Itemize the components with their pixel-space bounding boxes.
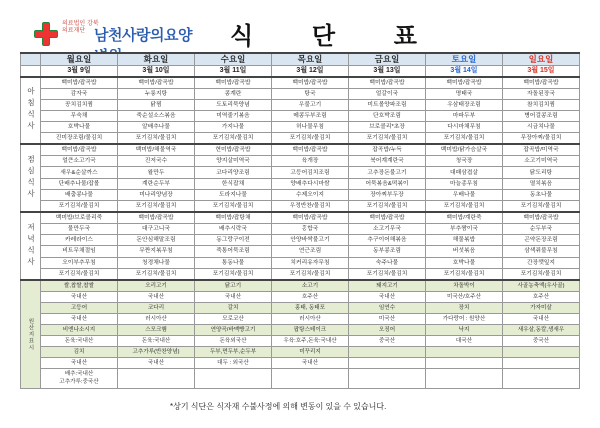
origin-cell: 김치	[41, 346, 118, 357]
menu-item: 청국장	[426, 156, 503, 167]
menu-item: 포기김치/물김치	[118, 133, 195, 145]
menu-item: 자돌된장국	[503, 88, 580, 99]
origin-row	[21, 324, 580, 335]
origin-cell: 배추:국내산 고추가루:중국산	[41, 368, 118, 388]
page-title: 식 단 표	[230, 23, 443, 50]
menu-item: 잡곡밥/미역국	[503, 144, 580, 156]
hospital-logo	[34, 18, 194, 50]
origin-cell: 장치	[426, 302, 503, 313]
day-name: 수요일	[195, 53, 272, 65]
menu-item: 메콩두부조림	[272, 110, 349, 121]
menu-item: 우정반찬/물김치	[272, 201, 349, 213]
menu-item: 포기김치/물김치	[426, 133, 503, 145]
menu-item: 추구이어해볶음	[349, 235, 426, 246]
origin-cell: 국내산	[118, 357, 195, 368]
menu-item: 백미밥/잡곡밥	[349, 212, 426, 224]
page-header	[20, 14, 580, 52]
menu-item: 백미밥/해물역국	[118, 144, 195, 156]
breakfast-row	[21, 110, 580, 121]
corner-cell	[21, 53, 41, 65]
menu-item: 백미밥/잡곡밥	[41, 77, 118, 89]
menu-item: 백미밥/잡곡밥	[349, 77, 426, 89]
menu-item: 청경채나물	[118, 257, 195, 268]
origin-cell: 국내산	[272, 357, 349, 368]
dinner-row	[21, 212, 580, 224]
day-name: 화요일	[118, 53, 195, 65]
menu-item: 어묵볶음&떡볶이	[349, 178, 426, 189]
menu-item: 단호박조림	[349, 110, 426, 121]
menu-item: 포기김치/물김치	[349, 268, 426, 280]
menu-item: 알배추나물	[118, 122, 195, 133]
menu-item: 대구고니국	[118, 224, 195, 235]
menu-item: 배추시락국	[195, 224, 272, 235]
origin-cell: 중국산	[349, 335, 426, 346]
menu-item: 소고기미역국	[503, 156, 580, 167]
menu-item: 현미밥/잡곡밥	[195, 144, 272, 156]
origin-cell	[426, 346, 503, 357]
menu-item: 명태국	[426, 88, 503, 99]
origin-cell: 새우살,동칼,생새우	[503, 324, 580, 335]
origin-cell: 대두 : 외국산	[195, 357, 272, 368]
menu-item: 무짠지볶무침	[118, 246, 195, 257]
origin-cell: 미꾸리지	[272, 346, 349, 357]
menu-item: 동초나물	[503, 189, 580, 200]
menu-item: 포기김치/물김치	[118, 268, 195, 280]
menu-item: 참치김치찜	[503, 99, 580, 110]
day-date: 3월 12일	[272, 65, 349, 77]
menu-item: 포기김치/물김치	[272, 133, 349, 145]
menu-item: 백미밥/잡곡밥	[118, 212, 195, 224]
menu-item: 포기김치/물김치	[118, 201, 195, 213]
origin-cell: 돈육:국내산	[118, 335, 195, 346]
menu-item: 백미밥/잡곡밥	[195, 77, 272, 89]
origin-cell: 국내산	[118, 291, 195, 302]
cross-icon	[34, 22, 58, 46]
dinner-row	[21, 257, 580, 268]
breakfast-row	[21, 88, 580, 99]
origin-row	[21, 313, 580, 324]
day-name: 일요일	[503, 53, 580, 65]
menu-item: 계란순두부	[118, 178, 195, 189]
menu-item: 소고기무국	[349, 224, 426, 235]
menu-item: 동부콩조림	[349, 246, 426, 257]
menu-item: 홍합국	[272, 224, 349, 235]
menu-item: 다시마채무침	[426, 122, 503, 133]
origin-cell: 미국산	[349, 313, 426, 324]
origin-cell: 가다랑어 : 원양산	[426, 313, 503, 324]
menu-item: 도라지나물	[195, 189, 272, 200]
origin-cell: 연양곡/바맥빵고기	[195, 324, 272, 335]
breakfast-label: 아침식사	[21, 77, 41, 145]
menu-item: 백미밥/잡곡밥	[118, 77, 195, 89]
menu-item: 진미장조림/물김치	[41, 133, 118, 145]
menu-item: 무숙채	[41, 110, 118, 121]
menu-item: 포기김치/물김치	[503, 201, 580, 213]
menu-item: 치커리유자무침	[272, 257, 349, 268]
day-name: 목요일	[272, 53, 349, 65]
origin-cell: 차돌박이	[426, 280, 503, 292]
menu-item: 버섯볶음	[426, 246, 503, 257]
menu-item: 순두부국	[503, 224, 580, 235]
day-name: 토요일	[426, 53, 503, 65]
lunch-row	[21, 189, 580, 200]
menu-item: 포기김치/물김치	[195, 201, 272, 213]
origin-cell: 호주산	[272, 291, 349, 302]
lunch-label: 점심식사	[21, 144, 41, 212]
origin-cell: 미국산/호주산	[426, 291, 503, 302]
menu-item: 꽁치김치찜	[41, 99, 118, 110]
lunch-row	[21, 156, 580, 167]
origin-cell: 가자미살	[503, 302, 580, 313]
menu-item: 호박나물	[426, 257, 503, 268]
menu-item: 백미밥/잡곡밥	[272, 212, 349, 224]
day-date: 3월 13일	[349, 65, 426, 77]
menu-item: 고등어김치조림	[272, 167, 349, 178]
origin-cell: 임연수	[349, 302, 426, 313]
menu-item: 포기김치/물김치	[349, 133, 426, 145]
menu-item: 백미밥/브로콜리죽	[41, 212, 118, 224]
menu-item: 백미밥/잡탕채	[195, 212, 272, 224]
origin-cell	[503, 357, 580, 368]
menu-item: 단배추나물/잡볼	[41, 178, 118, 189]
menu-item: 가지나물	[195, 122, 272, 133]
origin-cell: 러시아산	[118, 313, 195, 324]
origin-cell: 호주산	[503, 291, 580, 302]
origin-row	[21, 346, 580, 357]
menu-item: 콩계란	[195, 88, 272, 99]
menu-item: 닭도리탕	[503, 167, 580, 178]
breakfast-row	[21, 99, 580, 110]
lunch-row	[21, 201, 580, 213]
origin-row	[21, 291, 580, 302]
menu-item: 포기김치/물김치	[195, 133, 272, 145]
origin-cell	[118, 368, 195, 388]
menu-item: 부추짬이국	[426, 224, 503, 235]
origin-cell: 고등어	[41, 302, 118, 313]
breakfast-row	[21, 77, 580, 89]
dinner-row	[21, 268, 580, 280]
day-date: 3월 10일	[118, 65, 195, 77]
origin-cell: 사골농축액(우사골)	[503, 280, 580, 292]
menu-item: 백미밥/잡곡밥	[503, 212, 580, 224]
menu-item: 닭찜	[118, 99, 195, 110]
menu-item: 돈안심해말조림	[118, 235, 195, 246]
origin-cell: 국내산	[41, 313, 118, 324]
origin-cell: 갈치	[195, 302, 272, 313]
date-row	[21, 65, 580, 77]
menu-item: 새우&순살까스	[41, 167, 118, 178]
origin-row	[21, 368, 580, 388]
menu-item: 백미밥/잡곡밥	[272, 144, 349, 156]
origin-cell: 오리고기	[118, 280, 195, 292]
menu-item: 왈만두	[118, 167, 195, 178]
origin-cell: 쌀,찹쌀,찹쌀	[41, 280, 118, 292]
dinner-row	[21, 224, 580, 235]
origin-cell: 국내산	[41, 357, 118, 368]
menu-item: 백미밥/잡곡밥	[426, 77, 503, 89]
menu-item: 배춤콩나물	[41, 189, 118, 200]
origin-cell: 코다리	[118, 302, 195, 313]
origin-cell	[503, 368, 580, 388]
day-date: 3월 15일	[503, 65, 580, 77]
menu-item: 장아찌부두장	[349, 189, 426, 200]
menu-item: 브로콜리*초장	[349, 122, 426, 133]
menu-item: 간장깻잎지	[503, 257, 580, 268]
menu-item: 무장아찌/물김치	[503, 133, 580, 145]
origin-cell: 두부,면두부,순두부	[195, 346, 272, 357]
day-header-row	[21, 53, 580, 65]
menu-item: 포기김치/물김치	[503, 268, 580, 280]
menu-item: 탕국	[272, 88, 349, 99]
menu-item: 포기김치/물김치	[41, 268, 118, 280]
menu-item: 카레라이스	[41, 235, 118, 246]
menu-table	[20, 52, 580, 389]
menu-item: 포기김치/물김치	[41, 201, 118, 213]
menu-item: 미나리양념장	[118, 189, 195, 200]
hospital-name: 남천사랑의요양	[94, 27, 192, 44]
menu-item: 멸치볶음	[503, 178, 580, 189]
origin-cell	[349, 368, 426, 388]
origin-label: 원산지표시	[21, 280, 41, 389]
menu-item: 비트무채절임	[41, 246, 118, 257]
footer-note: *상기 식단은 식자재 수불사정에 의해 변동이 있을 수 있습니다.	[170, 402, 387, 411]
menu-item: 우불고기	[272, 99, 349, 110]
origin-cell	[349, 346, 426, 357]
menu-item: 마늘종무침	[426, 178, 503, 189]
day-date: 3월 9일	[41, 65, 118, 77]
origin-cell	[426, 368, 503, 388]
origin-cell: 돈육외국산	[195, 335, 272, 346]
menu-item: 호박나물	[41, 122, 118, 133]
origin-cell: 오징어	[349, 324, 426, 335]
menu-item: 오이부추무침	[41, 257, 118, 268]
origin-cell: 닭고기	[195, 280, 272, 292]
menu-item: 포기김치/물김치	[195, 268, 272, 280]
origin-cell	[349, 357, 426, 368]
menu-item: 얼갈이국	[349, 88, 426, 99]
origin-cell: 비엔나소시지	[41, 324, 118, 335]
corner-cell	[21, 65, 41, 77]
origin-row	[21, 335, 580, 346]
menu-item: 마파두부	[426, 110, 503, 121]
origin-row	[21, 280, 580, 292]
lunch-row	[21, 178, 580, 189]
menu-item: 포기김치/물김치	[272, 268, 349, 280]
menu-item: 얼큰소고기국	[41, 156, 118, 167]
origin-cell: 홍태, 동태포	[272, 302, 349, 313]
dinner-row	[21, 246, 580, 257]
menu-item: 물만두국	[41, 224, 118, 235]
origin-cell: 낙지	[426, 324, 503, 335]
menu-item: 백미밥/잡곡밥	[41, 144, 118, 156]
menu-item: 병어걸콩조림	[503, 110, 580, 121]
breakfast-row	[21, 122, 580, 133]
menu-item: 한식잡채	[195, 178, 272, 189]
menu-item: 삼색쥐불무침	[503, 246, 580, 257]
menu-item: 북어계계란국	[349, 156, 426, 167]
menu-item: 동그랑구이전	[195, 235, 272, 246]
menu-item: 양지살미역국	[195, 156, 272, 167]
menu-item: 수제오이지	[272, 189, 349, 200]
menu-item: 통동나물	[195, 257, 272, 268]
menu-item: 백미밥/잡곡밥	[272, 77, 349, 89]
menu-item: 포기김치/물김치	[349, 201, 426, 213]
menu-item: 죽통어묵조림	[195, 246, 272, 257]
origin-cell: 중국산	[503, 335, 580, 346]
menu-item: 해물볶밥	[426, 235, 503, 246]
menu-item: 양배추다시마쌈	[272, 178, 349, 189]
lunch-row	[21, 144, 580, 156]
menu-item: 코다리양조림	[195, 167, 272, 178]
menu-item: 진저국수	[118, 156, 195, 167]
menu-item: 미역줄기볶음	[195, 110, 272, 121]
origin-cell: 모로코산	[195, 313, 272, 324]
menu-item: 포기김치/물김치	[426, 268, 503, 280]
menu-item: 대패삼겹살	[426, 167, 503, 178]
hospital-subtitle: 의료법인 강북의료재단	[62, 20, 99, 34]
origin-cell: 국내산	[195, 291, 272, 302]
origin-cell: 우육:호주,돈육:국내산	[272, 335, 349, 346]
origin-cell: 국내산	[41, 291, 118, 302]
menu-item: 숙주나물	[349, 257, 426, 268]
origin-cell	[503, 346, 580, 357]
day-name: 금요일	[349, 53, 426, 65]
origin-cell: 국내산	[503, 313, 580, 324]
menu-item: 누룽지탕	[118, 88, 195, 99]
menu-item: 우삼태장조림	[426, 99, 503, 110]
menu-item: 시금치나물	[503, 122, 580, 133]
day-name: 월요일	[41, 53, 118, 65]
origin-cell	[426, 357, 503, 368]
day-date: 3월 14일	[426, 65, 503, 77]
origin-cell: 고추가루(반찬양념)	[118, 346, 195, 357]
menu-item: 허나물무침	[272, 122, 349, 133]
origin-cell	[195, 368, 272, 388]
menu-item: 백미밥/잡곡밥	[503, 77, 580, 89]
origin-cell: 스모크햄	[118, 324, 195, 335]
origin-cell: 러시아산	[272, 313, 349, 324]
origin-cell: 돼지고기	[349, 280, 426, 292]
origin-cell: 국내산	[349, 291, 426, 302]
menu-item: 백미밥/닭가슴살국	[426, 144, 503, 156]
breakfast-row	[21, 133, 580, 145]
menu-item: 도토리묵양념	[195, 99, 272, 110]
menu-item: 죽순설소스볶음	[118, 110, 195, 121]
origin-cell	[272, 368, 349, 388]
menu-item: 육개장	[272, 156, 349, 167]
menu-item: 포기김치/물김치	[426, 201, 503, 213]
menu-item: 고추장돈불고기	[349, 167, 426, 178]
menu-item: 곤약돈장조림	[503, 235, 580, 246]
origin-cell: 팝탕스테이크	[272, 324, 349, 335]
lunch-row	[21, 167, 580, 178]
menu-item: 잡곡밥/누득	[349, 144, 426, 156]
origin-cell: 돈육:국내산	[41, 335, 118, 346]
menu-item: 우배나물	[426, 189, 503, 200]
dinner-label: 저녁식사	[21, 212, 41, 280]
origin-cell: 대국산	[426, 335, 503, 346]
origin-row	[21, 302, 580, 313]
menu-item: 백미밥/계란죽	[426, 212, 503, 224]
day-date: 3월 11일	[195, 65, 272, 77]
origin-cell: 소고기	[272, 280, 349, 292]
menu-item: 감자국	[41, 88, 118, 99]
menu-item: 미트볼양파조림	[349, 99, 426, 110]
menu-item: 안양바싹불고기	[272, 235, 349, 246]
dinner-row	[21, 235, 580, 246]
menu-item: 연근조림	[272, 246, 349, 257]
origin-row	[21, 357, 580, 368]
